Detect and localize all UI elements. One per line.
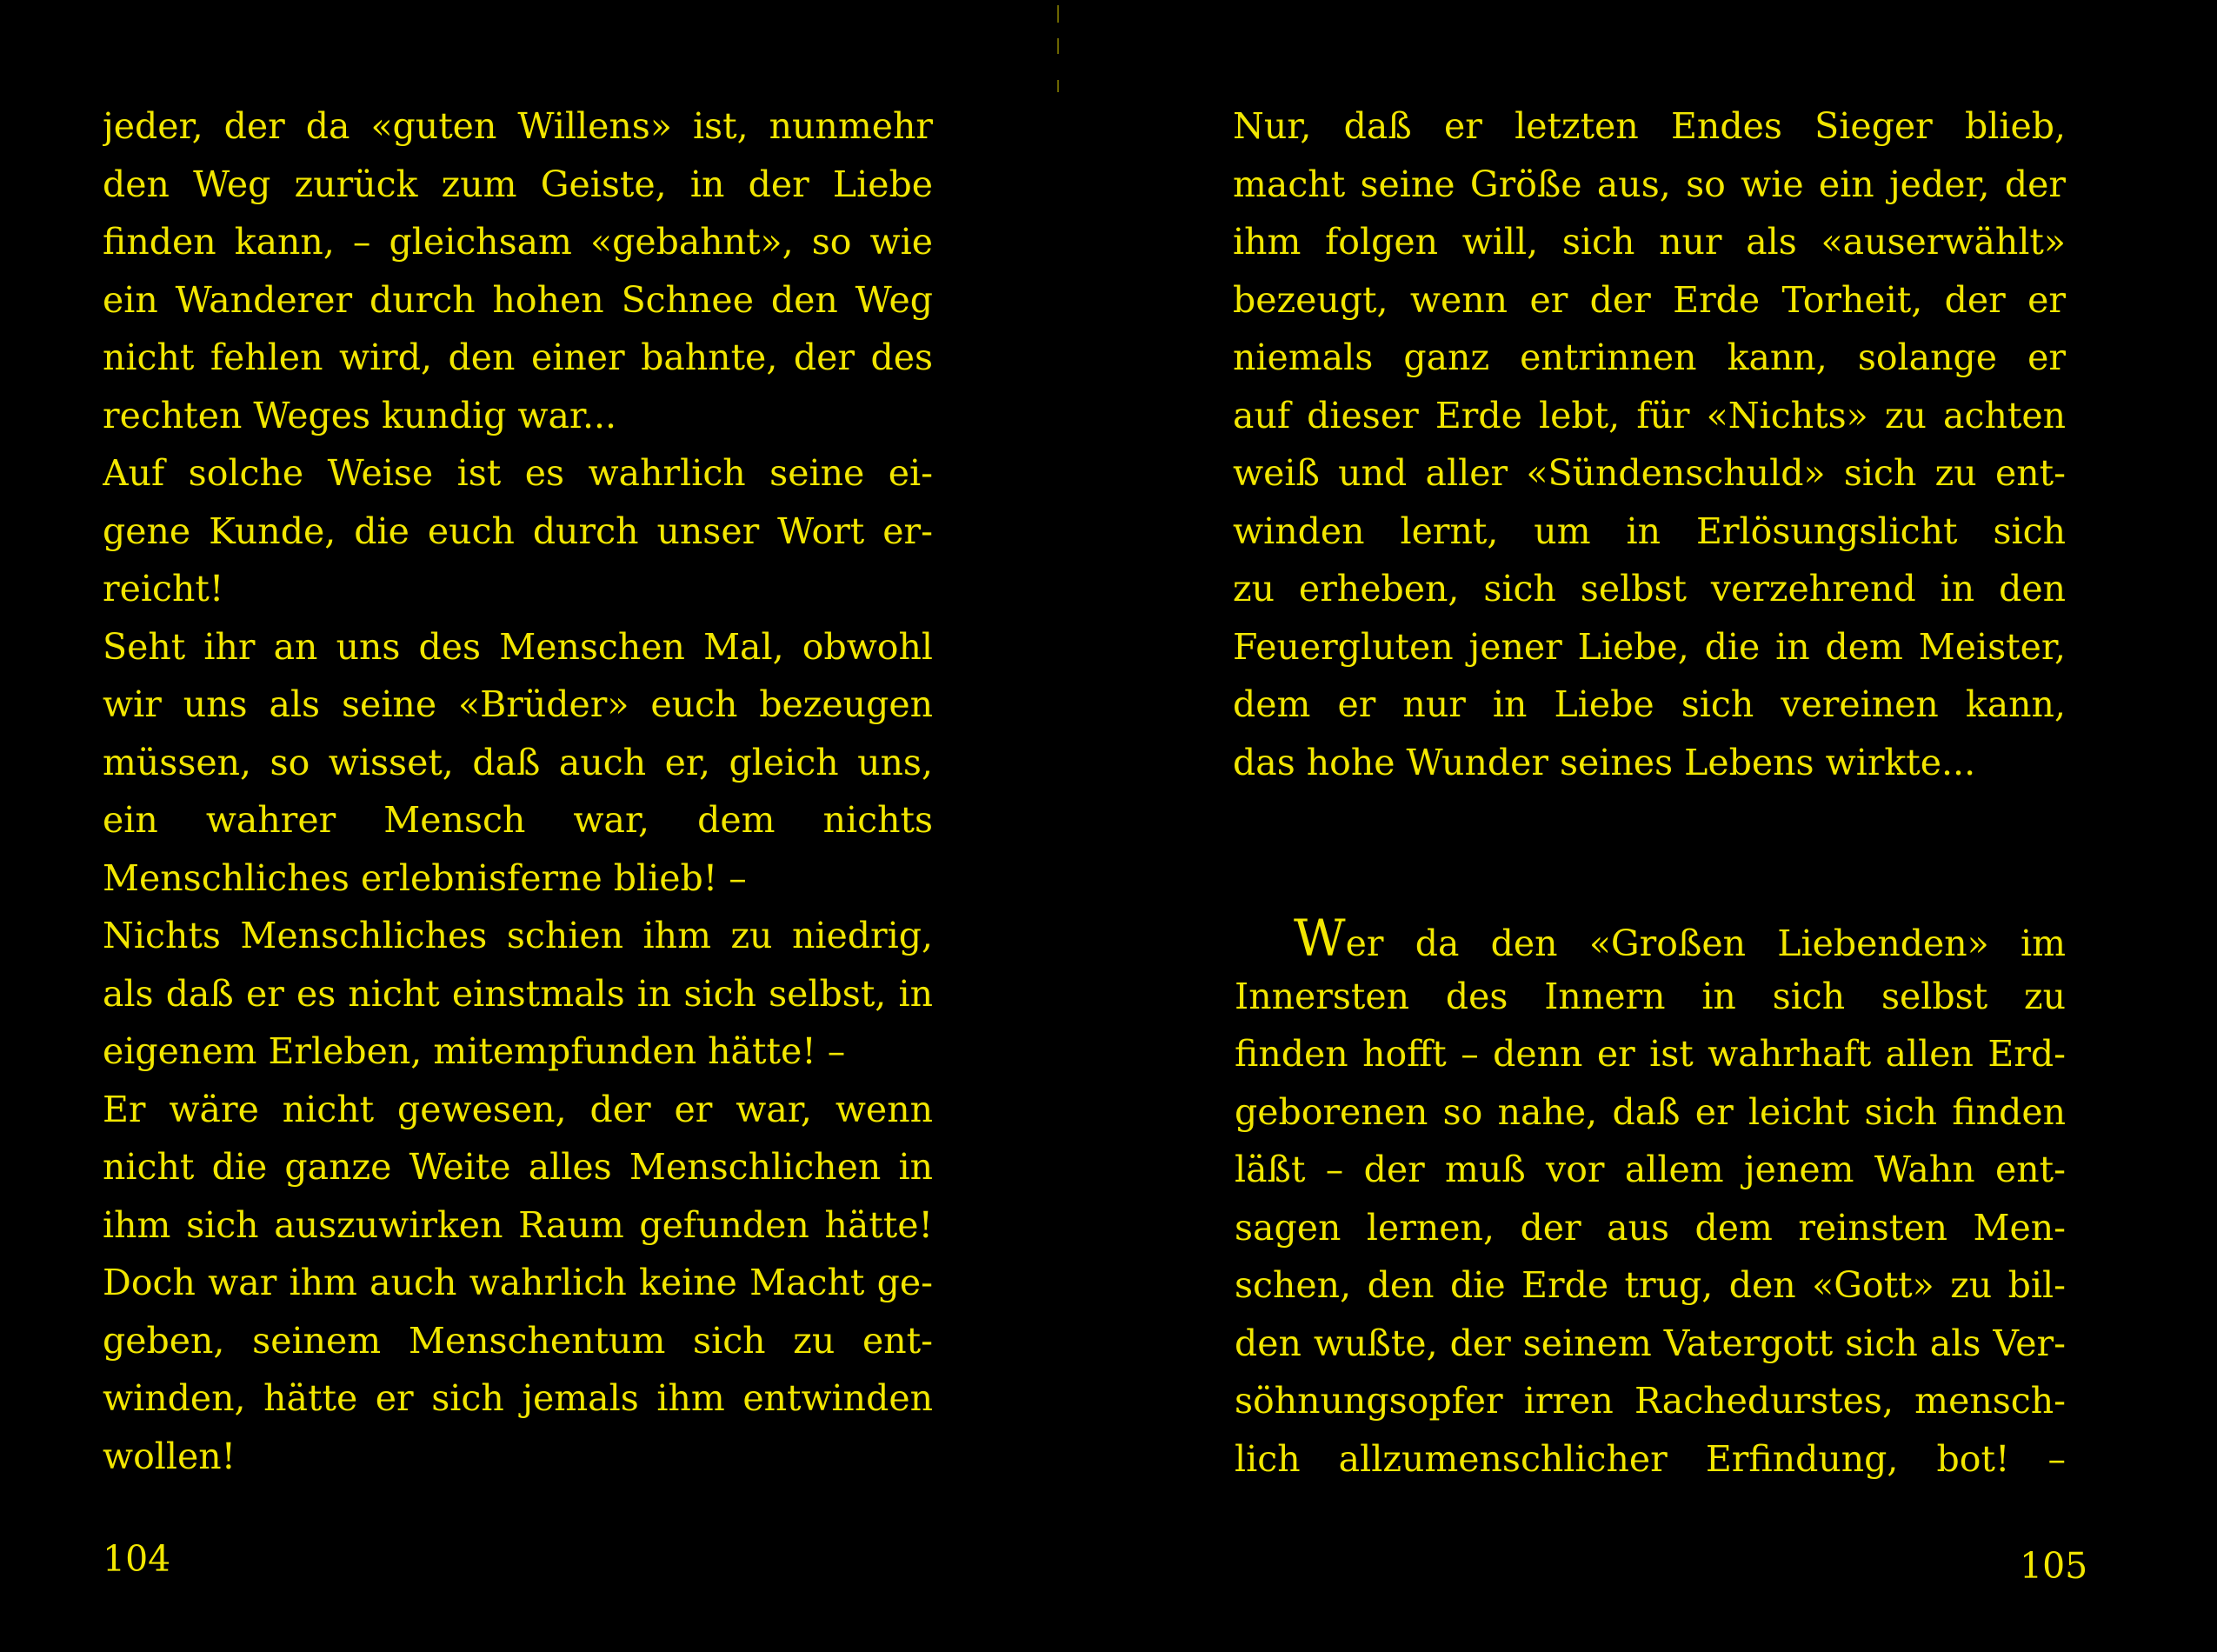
text-line: winden, hätte er sich jemals ihm entwinden <box>103 1377 933 1419</box>
text-line: sagen lernen, der aus dem reinsten Men- <box>1235 1206 2066 1249</box>
text-line: Nichts Menschliches schien ihm zu niedrig, <box>103 915 933 956</box>
text-line: gene Kunde, die euch durch unser Wort er- <box>103 510 933 552</box>
text-line: dem er nur in Liebe sich vereinen kann, <box>1233 683 2066 725</box>
left-page-text <box>103 97 933 1485</box>
text-line: wir uns als seine «Brüder» euch bezeugen <box>103 683 933 725</box>
text-line: müssen, so wisset, daß auch er, gleich uns, <box>103 741 933 783</box>
text-line: wollen! <box>103 1435 236 1477</box>
text-line: läßt – der muß vor allem jenem Wahn ent- <box>1235 1149 2066 1190</box>
text-line: lich allzumenschlicher Erfindung, bot! – <box>1235 1437 2066 1480</box>
right-page-text-top <box>1233 97 2066 791</box>
text-line: rechten Weges kundig war... <box>103 394 617 436</box>
right-page <box>1069 0 2217 1652</box>
text-line: nicht fehlen wird, den einer bahnte, der des <box>103 336 933 378</box>
text-line: als daß er es nicht einstmals in sich selbst, in <box>103 972 933 1015</box>
text-line: Menschliches erlebnisferne blieb! – <box>103 856 747 899</box>
text-line: söhnungsopfer irren Rachedurstes, mensch- <box>1235 1380 2066 1422</box>
text-line: nicht die ganze Weite alles Menschlichen in <box>103 1146 933 1188</box>
text-line: ein Wanderer durch hohen Schnee den Weg <box>103 278 933 321</box>
left-page <box>0 0 1069 1652</box>
text-line: schen, den die Erde trug, den «Gott» zu bil- <box>1235 1264 2066 1306</box>
text-line: bezeugt, wenn er der Erde Torheit, der er <box>1233 278 2066 321</box>
text-line: den wußte, der seinem Vatergott sich als Ver- <box>1235 1322 2066 1364</box>
text-line: eigenem Erleben, mitempfunden hätte! – <box>103 1030 846 1072</box>
text-line: zu erheben, sich selbst verzehrend in den <box>1233 568 2066 610</box>
text-line: niemals ganz entrinnen kann, solange er <box>1233 336 2066 378</box>
text-line: Doch war ihm auch wahrlich keine Macht ge- <box>103 1262 933 1303</box>
text-line: Auf solche Weise ist es wahrlich seine ei- <box>103 452 933 494</box>
text-line: geben, seinem Menschentum sich zu ent- <box>103 1319 933 1362</box>
paragraph-first-line <box>1235 909 2066 968</box>
text-line: macht seine Größe aus, so wie ein jeder, der <box>1233 163 2066 205</box>
text-line: ihm folgen will, sich nur als «auserwählt» <box>1233 221 2066 263</box>
text-line: Innersten des Innern in sich selbst zu <box>1235 975 2066 1017</box>
text-line: weiß und aller «Sündenschuld» sich zu ent- <box>1233 452 2066 494</box>
text-line: finden hofft – denn er ist wahrhaft allen Erd- <box>1235 1033 2066 1075</box>
text-line: ein wahrer Mensch war, dem nichts <box>103 799 933 841</box>
text-line: geborenen so nahe, daß er leicht sich finden <box>1235 1090 2066 1133</box>
text-line: auf dieser Erde lebt, für «Nichts» zu achten <box>1233 394 2066 436</box>
page-number: 104 <box>103 1538 171 1580</box>
text-line: jeder, der da «guten Willens» ist, nunmehr <box>103 105 933 147</box>
text-line: das hohe Wunder seines Lebens wirkte... <box>1233 741 1976 783</box>
page-number: 105 <box>2020 1545 2088 1587</box>
text-line: Seht ihr an uns des Menschen Mal, obwohl <box>103 625 933 668</box>
right-page-text-bottom <box>1235 909 2066 1488</box>
text-line: Er wäre nicht gewesen, der er war, wenn <box>103 1088 933 1130</box>
text-line: reicht! <box>103 568 224 610</box>
text-line: winden lernt, um in Erlösungslicht sich <box>1233 510 2066 552</box>
text-line: Nur, daß er letzten Endes Sieger blieb, <box>1233 105 2066 147</box>
first-line-text: er da den «Großen Liebenden» im <box>1345 923 2066 964</box>
text-line: finden kann, – gleichsam «gebahnt», so wie <box>103 221 933 263</box>
text-line: Feuergluten jener Liebe, die in dem Meister, <box>1233 625 2066 668</box>
initial-capital: W <box>1294 909 1346 968</box>
text-line: den Weg zurück zum Geiste, in der Liebe <box>103 163 933 205</box>
text-line: ihm sich auszuwirken Raum gefunden hätte! <box>103 1203 933 1246</box>
